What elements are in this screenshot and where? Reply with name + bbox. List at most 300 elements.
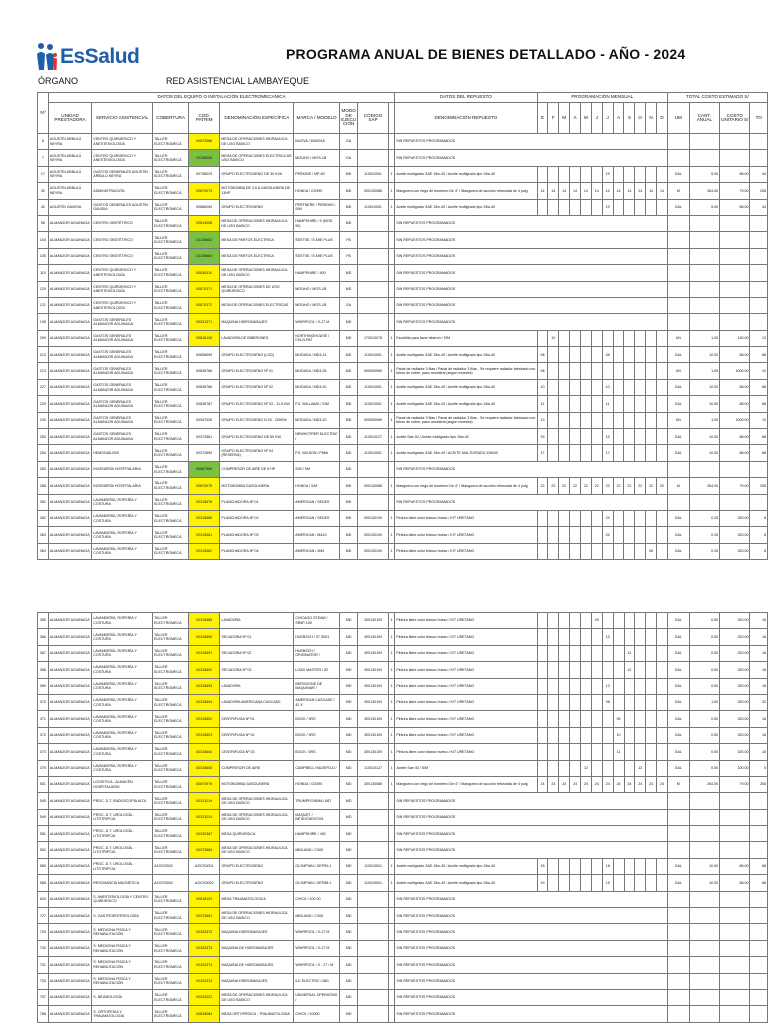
modo-cell: MD [339, 396, 357, 412]
cobertura-cell: TALLER ELECTROMECÁ [153, 744, 189, 760]
month-cell: 24 [581, 776, 592, 792]
unidad-cell: AGUSTÍN GAVIDIA [48, 199, 91, 215]
cod-patrim-cell: 00372661 [188, 908, 220, 924]
um-cell [667, 793, 689, 809]
repuesto-cell: Aceite multigrado SAE 15w-40 / Aceite multigrado tipo 15w-40 [395, 396, 537, 412]
marca-cell: BOCK / 3RS [294, 727, 340, 743]
marca-cell: FG. WILSON / P666 [294, 445, 340, 461]
codigo-sap-cell [358, 134, 388, 150]
month-cell [548, 858, 559, 874]
cobertura-cell: TALLER ELECTROMECÁ [153, 809, 189, 825]
cobertura-cell: TALLER ELECTROMECÁ [153, 166, 189, 182]
denominacion-cell: GRUPO ELECTROGENO Nº 01 [220, 363, 294, 379]
codigo-sap-cell: 300130086 [358, 183, 388, 199]
denominacion-cell: PLANCHADORA Nº 03 [220, 527, 294, 543]
cobertura-cell: TALLER ELECTROMECÁ [153, 248, 189, 264]
row-number: 366 [38, 629, 49, 645]
costo-unitario-cell: 1000.00 [720, 412, 750, 428]
month-cell: 24 [537, 776, 548, 792]
col-n: Nº [38, 93, 49, 134]
row-number: 283 [38, 461, 49, 477]
cobertura-cell: TALLER ELECTROMECÁ [153, 183, 189, 199]
month-cell: 14 [570, 183, 581, 199]
cobertura-cell: TALLER ELECTROMECÁ [153, 494, 189, 510]
month-cell [646, 396, 657, 412]
codigo-sap-cell [358, 150, 388, 166]
col-um: UM [667, 103, 689, 134]
month-cell: 13 [602, 678, 613, 694]
servicio-cell: GASTOS GENERALES ALMANZOR AGUINAGA [92, 412, 153, 428]
cobertura-cell: TALLER ELECTROMECÁ [153, 842, 189, 858]
row-number: 227 [38, 379, 49, 395]
month-cell [548, 527, 559, 543]
row-number: 368 [38, 662, 49, 678]
marca-cell: MIZUHO / MOS-1B [294, 297, 340, 313]
cod-patrim-cell: 00836699 [188, 347, 219, 363]
modo-cell: MD [339, 694, 357, 710]
unidad-cell: ALMANZOR AGUINAGA [48, 662, 91, 678]
month-cell [559, 379, 570, 395]
month-cell [602, 645, 613, 661]
costo-unitario-cell: 320.00 [720, 662, 750, 678]
costo-unitario-cell: 320.00 [720, 645, 750, 661]
col-month: J [602, 103, 613, 134]
cant-cell: 0.25 [689, 527, 719, 543]
denominacion-cell: GRUPO ELECTROGENO DE 30 KVA [220, 166, 294, 182]
table-row [38, 248, 768, 264]
marca-cell: AMERICAN / SEDES [294, 510, 340, 526]
denominacion-cell: MESA DE OPERACIONES HIDRAULICA DE USO BASICO [220, 809, 294, 825]
month-cell [613, 543, 624, 559]
total-cell: 5 [750, 760, 768, 776]
month-cell [635, 744, 646, 760]
um-cell [667, 232, 689, 248]
month-cell [624, 445, 635, 461]
cobertura-cell: TALLER ELECTROMECÁ [153, 478, 189, 494]
cant-cell: 0.50 [689, 678, 719, 694]
cod-patrim-cell: 00318604 [188, 744, 220, 760]
denominacion-cell: LAVADORA [220, 678, 294, 694]
month-cell [624, 412, 635, 428]
modo-cell: MD [339, 412, 357, 428]
cant-cell [689, 134, 719, 150]
month-cell [613, 875, 624, 891]
unidad-cell: ALMANZOR AGUINAGA [48, 363, 91, 379]
cobertura-cell: TALLER ELECTROMECÁ [153, 314, 189, 330]
month-cell [559, 166, 570, 182]
month-cell [624, 678, 635, 694]
row-number: 105 [38, 248, 49, 264]
cobertura-cell: TALLER ELECTROMECÁ [153, 134, 189, 150]
total-cell: 44 [750, 199, 768, 215]
marca-cell: SEETSE / E-MIE PLUS [294, 232, 340, 248]
month-cell [624, 166, 635, 182]
costo-unitario-cell [720, 461, 750, 477]
unidad-cell: ALMANZOR AGUINAGA [48, 678, 91, 694]
month-cell [602, 543, 613, 559]
marca-cell: LOAD MASTER / 82 [294, 662, 340, 678]
cant-cell: 0.25 [689, 510, 719, 526]
row-number: 727 [38, 908, 49, 924]
cod-patrim-cell: 00870371 [188, 281, 219, 297]
costo-unitario-cell: 88.00 [720, 858, 750, 874]
um-cell: GAL [667, 396, 689, 412]
month-cell [646, 760, 657, 776]
unidad-cell: ALMANZOR AGUINAGA [48, 215, 91, 231]
total-cell: 88 [750, 445, 768, 461]
month-cell [548, 166, 559, 182]
denominacion-cell: LAVADORA DE BIBERONES [220, 330, 294, 346]
marca-cell: PERTNERE / PERKINS / S/M [294, 199, 340, 215]
month-cell: 11 [613, 744, 624, 760]
codigo-sap-cell: 300130109 [358, 711, 388, 727]
month-cell [602, 711, 613, 727]
month-cell [624, 199, 635, 215]
costo-unitario-cell [720, 891, 750, 907]
um-cell [667, 461, 689, 477]
month-cell: 22 [602, 478, 613, 494]
month-cell [646, 379, 657, 395]
um-cell [667, 826, 689, 842]
um-cell: UN [667, 330, 689, 346]
unidad-cell: ALMANZOR AGUINAGA [48, 793, 91, 809]
codigo-sap-cell: 300130109 [358, 727, 388, 743]
um-cell: GAL [667, 694, 689, 710]
marca-cell: HAMPSHIRE / 400 [294, 265, 340, 281]
sub-cell: 1 [388, 678, 395, 694]
table-row [38, 183, 768, 199]
programa-table-continued [37, 612, 768, 1023]
costo-unitario-cell [720, 494, 750, 510]
denominacion-cell: MESA DE OPERACIONES HIDRAULICA DE USO BASICO [220, 265, 294, 281]
modo-cell: MD [339, 330, 357, 346]
row-number: 369 [38, 678, 49, 694]
unidad-cell: ALMANZOR AGUINAGA [48, 613, 91, 629]
marca-cell: NEWHOTRER ELECTRIC / [294, 429, 340, 445]
row-number: 588 [38, 875, 49, 891]
table-row [38, 973, 768, 989]
servicio-cell: LOGÍSTICA - ALMACÉN HOSPITALARIO [92, 776, 153, 792]
month-cell [613, 166, 624, 182]
month-cell [559, 694, 570, 710]
modo-cell: MD [339, 875, 357, 891]
month-cell [613, 678, 624, 694]
month-cell [624, 858, 635, 874]
cobertura-cell: TALLER ELECTROMECÁ [153, 973, 189, 989]
month-cell [602, 613, 613, 629]
costo-unitario-cell [720, 314, 750, 330]
col-month: A [613, 103, 624, 134]
modo-cell: MD [339, 645, 357, 661]
month-cell [591, 445, 602, 461]
total-cell [750, 973, 768, 989]
unidad-cell: ALMANZOR AGUINAGA [48, 924, 91, 940]
col-costo-unitario: COSTO UNITARIO S/ [720, 103, 750, 134]
modo-cell: MD [339, 989, 357, 1005]
month-cell: 18 [602, 858, 613, 874]
col-cobertura: COBERTURA [153, 103, 189, 134]
marca-cell: WHIRPOOL / X-27 M [294, 314, 340, 330]
month-cell [635, 858, 646, 874]
month-cell: 14 [613, 183, 624, 199]
servicio-cell: S. MEDICINA FÍSICA Y REHABILITACIÓN [92, 924, 153, 940]
denominacion-cell: MAQUINA HIDROMASAJES [220, 924, 294, 940]
month-cell [657, 429, 668, 445]
month-cell [591, 645, 602, 661]
cant-cell [689, 908, 719, 924]
cobertura-cell: TALLER ELECTROMECÁ [153, 826, 189, 842]
um-cell: GAL [667, 678, 689, 694]
cod-patrim-cell: 00836786 [188, 363, 219, 379]
month-cell [624, 527, 635, 543]
denominacion-cell: SECADORA Nº 02 [220, 645, 294, 661]
row-number: 375 [38, 760, 49, 776]
denominacion-cell: MESA TRAUMATOLOGICA [220, 891, 294, 907]
um-cell [667, 215, 689, 231]
cobertura-cell: TALLER ELECTROMECÁ [153, 297, 189, 313]
row-number: 361 [38, 494, 49, 510]
costo-unitario-cell: 320.00 [720, 510, 750, 526]
month-cell [635, 445, 646, 461]
cobertura-cell: TALLER ELECTROMECÁ [153, 940, 189, 956]
month-cell [624, 510, 635, 526]
col-month: E [537, 103, 548, 134]
servicio-cell: GASTOS GENERALES AGUSTÍN GAVIDIA [92, 199, 153, 215]
marca-cell: NUOVA / 6940018 [294, 134, 340, 150]
month-cell [635, 662, 646, 678]
total-cell: 88 [750, 429, 768, 445]
total-cell: 208 [750, 478, 768, 494]
month-cell [537, 613, 548, 629]
marca-cell: WHIRPOOL / X-27 M [294, 924, 340, 940]
table-row [38, 134, 768, 150]
cod-patrim-cell: 01138662 [188, 232, 219, 248]
cant-cell [689, 957, 719, 973]
marca-cell: PERKINS / MP-60 [294, 166, 340, 182]
month-cell [570, 727, 581, 743]
modo-cell: MD [339, 711, 357, 727]
cobertura-cell: TALLER ELECTROMECÁ [153, 412, 189, 428]
servicio-cell: S. ANESTESIOLOGÍA Y CENTRO QUIRÚRGICO [92, 891, 153, 907]
row-number: 121 [38, 297, 49, 313]
table-row [38, 1006, 768, 1022]
unidad-cell: ALMANZOR AGUINAGA [48, 429, 91, 445]
table-row [38, 527, 768, 543]
modo-cell: MD [339, 347, 357, 363]
unidad-cell: ALMANZOR AGUINAGA [48, 694, 91, 710]
month-cell [624, 711, 635, 727]
month-cell: 22 [559, 478, 570, 494]
month-cell [591, 412, 602, 428]
sub-cell: 1 [388, 776, 395, 792]
total-cell: 88 [750, 347, 768, 363]
table-row [38, 461, 768, 477]
month-cell [570, 694, 581, 710]
denominacion-cell: GRUPO ELECTROGENO Nº 03 - 11.5 KW [220, 396, 294, 412]
month-cell [559, 629, 570, 645]
servicio-cell: S. GASTROENTEROLOGÍA [92, 908, 153, 924]
table-row [38, 957, 768, 973]
month-cell [624, 543, 635, 559]
cant-cell [689, 215, 719, 231]
month-cell [646, 527, 657, 543]
um-cell [667, 265, 689, 281]
costo-unitario-cell: 79.00 [720, 478, 750, 494]
cobertura-cell: TALLER ELECTROMECÁ [153, 908, 189, 924]
cant-cell [689, 248, 719, 264]
codigo-sap-cell [358, 314, 388, 330]
month-cell: 10 [537, 379, 548, 395]
cant-cell [689, 297, 719, 313]
codigo-sap-cell [358, 215, 388, 231]
cant-cell [689, 973, 719, 989]
unidad-cell: ALMANZOR AGUINAGA [48, 940, 91, 956]
codigo-sap-cell [358, 265, 388, 281]
modo-cell: MD [339, 1006, 357, 1022]
total-cell: 88 [750, 858, 768, 874]
servicio-cell: GASTOS GENERALES ALMANZOR AGUINAGA [92, 330, 153, 346]
month-cell [559, 396, 570, 412]
total-cell [750, 809, 768, 825]
month-cell [591, 396, 602, 412]
month-cell: 10 [548, 330, 559, 346]
codigo-sap-cell [358, 494, 388, 510]
servicio-cell: CENTRO QUIRÚRGICO Y ANESTESIOLOGÍA [92, 134, 153, 150]
modo-cell: GA [339, 134, 357, 150]
costo-unitario-cell: 88.00 [720, 379, 750, 395]
codigo-sap-cell: 110010001 [358, 396, 388, 412]
repuesto-cell: SIN REPUESTOS PROGRAMADOS [395, 265, 668, 281]
unidad-cell: ALMANZOR AGUINAGA [48, 760, 91, 776]
modo-cell: GA [339, 150, 357, 166]
month-cell [580, 166, 591, 182]
denominacion-cell: GRUPO ELECTROGENO [220, 875, 294, 891]
month-cell [646, 678, 657, 694]
modo-cell: MD [339, 973, 357, 989]
repuesto-cell: Pintura látex color blanco hueso / KIT URETANO [395, 510, 537, 526]
month-cell [580, 379, 591, 395]
month-cell: 09 [591, 613, 602, 629]
month-cell [591, 662, 602, 678]
month-cell: 22 [570, 478, 581, 494]
month-cell [580, 330, 591, 346]
table-row [38, 826, 768, 842]
cant-cell: 10.00 [689, 347, 719, 363]
unidad-cell: ALMANZOR AGUINAGA [48, 543, 91, 559]
month-cell [635, 543, 646, 559]
cant-cell: 0.50 [689, 744, 719, 760]
servicio-cell: LAVANDERÍA, ROPERÍA Y COSTURA [92, 613, 153, 629]
month-cell [635, 429, 646, 445]
cod-patrim-cell: 01138664 [188, 248, 219, 264]
month-cell [635, 711, 646, 727]
servicio-cell: LAVANDERÍA, ROPERÍA Y COSTURA [92, 694, 153, 710]
unidad-cell: ALMANZOR AGUINAGA [48, 248, 91, 264]
row-number: 373 [38, 744, 49, 760]
row-number: 729 [38, 924, 49, 940]
repuesto-cell: SIN REPUESTOS PROGRAMADOS [395, 793, 668, 809]
month-cell [559, 429, 570, 445]
row-number: 250 [38, 429, 49, 445]
month-cell [581, 678, 592, 694]
um-cell [667, 134, 689, 150]
month-cell [646, 510, 657, 526]
marca-cell: HONDA / GX390 [294, 776, 340, 792]
codigo-sap-cell [358, 248, 388, 264]
marca-cell: AMERICAN / SEDES [294, 494, 340, 510]
cant-cell [689, 150, 719, 166]
codigo-sap-cell: 900009989 [358, 412, 388, 428]
marca-cell: MIDLAND / C300 [294, 908, 340, 924]
um-cell: GAL [667, 429, 689, 445]
month-cell [570, 744, 581, 760]
month-cell [624, 613, 635, 629]
um-cell [667, 924, 689, 940]
unidad-cell: ALMANZOR AGUINAGA [48, 297, 91, 313]
month-cell: 24 [570, 776, 581, 792]
month-cell [559, 613, 570, 629]
cobertura-cell: TALLER ELECTROMECÁ [153, 199, 189, 215]
total-cell [750, 924, 768, 940]
cant-cell [689, 232, 719, 248]
cant-cell: 10.00 [689, 396, 719, 412]
marca-cell: TRUMPF/SIKMA / 687 [294, 793, 340, 809]
month-cell [537, 199, 548, 215]
marca-cell: OLYMPIAN / GEP50-1 [294, 858, 340, 874]
modo-cell: MD [339, 478, 357, 494]
sub-cell: 1 [388, 363, 395, 379]
costo-unitario-cell: 320.00 [720, 744, 750, 760]
denominacion-cell: MESA QUIRURGICA [220, 826, 294, 842]
marca-cell: WHIRPOOL / X - 27 / M [294, 957, 340, 973]
cant-cell: 264.00 [689, 478, 719, 494]
um-cell [667, 973, 689, 989]
marca-cell: MIDLAND / C300 [294, 842, 340, 858]
month-cell [624, 379, 635, 395]
month-cell [548, 694, 559, 710]
modo-cell: MD [339, 957, 357, 973]
unidad-cell: ALMANZOR AGUINAGA [48, 445, 91, 461]
modo-cell: MD [339, 494, 357, 510]
modo-cell: MD [339, 363, 357, 379]
marca-cell: MAQUET / BETASTAR/CS01 [294, 809, 340, 825]
month-cell [591, 711, 602, 727]
total-cell: 10 [750, 412, 768, 428]
denominacion-cell: SECADORA Nº 03 [220, 662, 294, 678]
unidad-cell: ALMANZOR AGUINAGA [48, 744, 91, 760]
cant-cell: 0.50 [689, 629, 719, 645]
month-cell [635, 613, 646, 629]
cod-patrim-cell: 00331019 [188, 793, 220, 809]
month-cell [591, 347, 602, 363]
table-row [38, 445, 768, 461]
row-number: 120 [38, 281, 49, 297]
denominacion-cell: GRUPO ELECTROGENO [220, 199, 294, 215]
month-cell [548, 727, 559, 743]
month-cell [570, 379, 581, 395]
codigo-sap-cell: 300130086 [358, 776, 388, 792]
cobertura-cell: TALLER ELECTROMECÁ [153, 924, 189, 940]
month-cell [624, 347, 635, 363]
unidad-cell: ALMANZOR AGUINAGA [48, 842, 91, 858]
month-cell [657, 347, 668, 363]
denominacion-cell: GRUPO ELECTROGENO (LGD) [220, 347, 294, 363]
table-row [38, 281, 768, 297]
marca-cell: MODASA / MD3-20 [294, 379, 340, 395]
servicio-cell: RESONANCIA MAGNÉTICA [92, 875, 153, 891]
servicio-cell: S. MEDICINA FÍSICA Y REHABILITACIÓN [92, 940, 153, 956]
marca-cell: CHICAGO STEAM / SR6P-100 [294, 613, 340, 629]
